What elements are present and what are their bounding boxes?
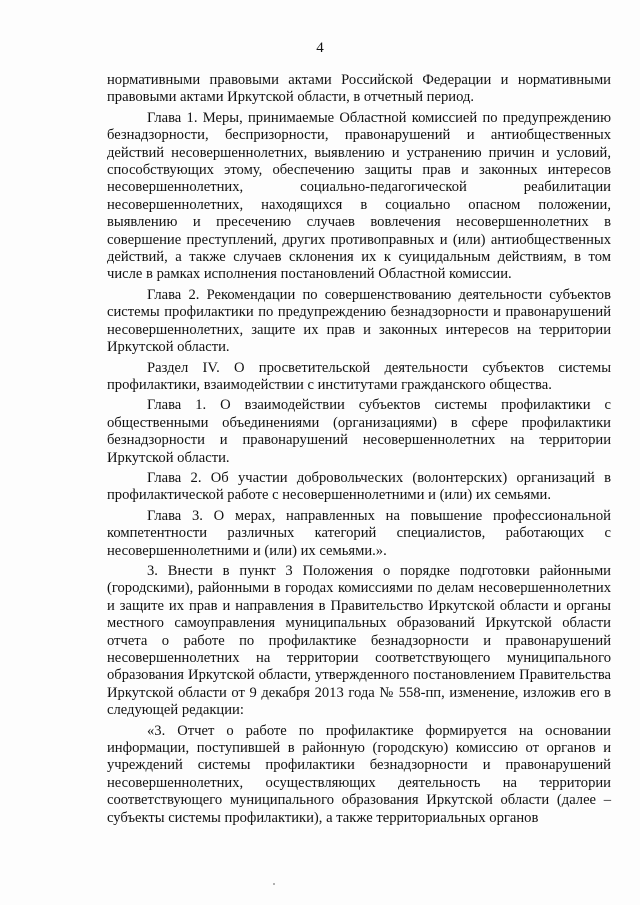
scan-speck [273, 883, 275, 885]
paragraph: Глава 2. Рекомендации по совершенствованию деятельности субъектов системы профилактики по предупреждению безнадзорности и правонарушений несовершеннолетних, защите их прав и законных интересов на территории Иркутской области. [107, 286, 611, 356]
paragraph: нормативными правовыми актами Российской Федерации и нормативными правовыми актами Иркутской области, в отчетный период. [107, 72, 611, 106]
paragraph: Раздел IV. О просветительской деятельности субъектов системы профилактики, взаимодействии с институтами гражданского общества. [107, 359, 611, 393]
document-body [107, 72, 611, 830]
paragraph: 3. Внести в пункт 3 Положения о порядке подготовки районными (городскими), районными в городах комиссиями по делам несовершеннолетних и защите их прав и направления в Правительство Иркутской области и органы местного самоуправления муниципальных образований Иркутской области отчета о работе по профилактике безнадзорности и правонарушений несовершеннолетних на территории соответствующего муниципального образования Иркутской области, утвержденного постановлением Правительства Иркутской области от 9 декабря 2013 года № 558-пп, изменение, изложив его в следующей редакции: [107, 562, 611, 719]
paragraph: Глава 1. О взаимодействии субъектов системы профилактики с общественными объединениями (организациями) в сфере профилактики безнадзорности и правонарушений несовершеннолетних на территории Иркутской области. [107, 397, 611, 466]
paragraph: Глава 2. Об участии добровольческих (волонтерских) организаций в профилактической работе с несовершеннолетними и (или) их семьями. [107, 469, 611, 504]
page-number: 4 [316, 40, 324, 56]
paragraph: Глава 1. Меры, принимаемые Областной комиссией по предупреждению безнадзорности, беспризорности, правонарушений и антиобщественных действий несовершеннолетних, выявлению и устранению причин и условий, способствующих этому, обеспечению защиты прав и законных интересов несовершеннолетних, социально-педагогической реабилитации несовершеннолетних, находящихся в социально опасном положении, выявлению и пресечению случаев вовлечения несовершеннолетних в совершение преступлений, других противоправных и (или) антиобщественных действий, а также случаев склонения их к суицидальным действиям, в том числе в рамках исполнения постановлений Областной комиссии. [107, 109, 611, 283]
paragraph: «3. Отчет о работе по профилактике формируется на основании информации, поступившей в районную (городскую) комиссию от органов и учреждений системы профилактики безнадзорности и правонарушений несовершеннолетних, осуществляющих деятельность на территории соответствующего муниципального образования Иркутской области (далее – субъекты системы профилактики), а также территориальных органов [107, 722, 611, 826]
paragraph: Глава 3. О мерах, направленных на повышение профессиональной компетентности различных категорий специалистов, работающих с несовершеннолетними и (или) их семьями.». [107, 507, 611, 559]
